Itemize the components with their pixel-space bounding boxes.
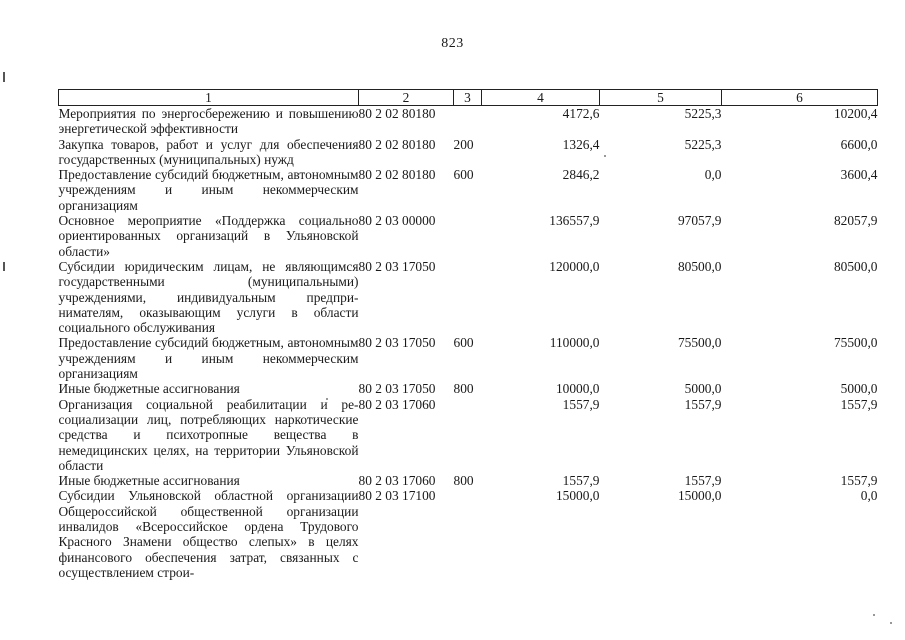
row-amount-col6: 82057,9 — [833, 213, 878, 229]
row-amount-col4: 15000,0 — [555, 488, 600, 504]
row-description: Субсидии юридическим лицам, не являющимся государственными (муниципальными) учреждениями, индивидуальным предпринимателям, оказывающим услуги в области социального обслуживания — [58, 258, 359, 336]
row-amount-col4: 110000,0 — [549, 335, 600, 351]
row-amount-col6: 80500,0 — [833, 258, 878, 274]
row-expense-type — [454, 213, 482, 259]
header-col-4: 4 — [482, 90, 600, 106]
row-expense-type — [454, 259, 482, 335]
row-expense-type: 600 — [453, 167, 474, 183]
row-description: Предоставление субсидий бюджетным, автономным учреждениям и иным некоммерческим организациям — [58, 167, 359, 213]
row-target-code: 80 2 03 17050 — [358, 381, 436, 397]
row-amount-col6: 0,0 — [860, 488, 878, 504]
row-amount-col4: 1557,9 — [562, 396, 600, 412]
row-amount-col6: 75500,0 — [833, 335, 878, 351]
row-amount-col4: 120000,0 — [549, 258, 600, 274]
row-target-code: 80 2 02 80180 — [358, 136, 436, 152]
row-expense-type — [454, 397, 482, 473]
header-col-1: 1 — [59, 90, 359, 106]
row-description: Предоставление субсидий бюджетным, автономным учреждениям и иным некоммерческим организациям — [58, 335, 359, 382]
row-expense-type: 600 — [453, 335, 474, 351]
row-amount-col5: 75500,0 — [677, 335, 722, 351]
row-amount-col5: 5225,3 — [684, 136, 722, 152]
row-target-code: 80 2 03 17060 — [358, 473, 436, 489]
table-row — [59, 488, 878, 580]
row-amount-col5: 97057,9 — [677, 213, 722, 229]
table-row — [59, 335, 878, 381]
row-amount-col5: 5225,3 — [684, 106, 722, 121]
row-amount-col4: 2846,2 — [562, 167, 600, 183]
page-number: 823 — [441, 36, 464, 51]
row-amount-col4: 4172,6 — [562, 106, 600, 121]
table-body — [59, 106, 878, 581]
row-description: Организация социальной реабилитации и ресоциализации лиц, потребляющих наркотические средства и психотропные вещества в немедицинских целях, на территории Ульяновской области — [58, 396, 359, 473]
row-target-code: 80 2 02 80180 — [358, 167, 436, 183]
row-target-code: 80 2 03 00000 — [358, 213, 436, 229]
row-target-code: 80 2 02 80180 — [358, 106, 436, 121]
row-description: Субсидии Ульяновской областной организации Общероссийской общественной организации инвалидов «Всероссийское ордена Трудового Красного Знамени общество слепых» в целях финансового обеспечения затрат, связанных с осуществлением строи- — [58, 488, 359, 580]
header-col-2: 2 — [359, 90, 454, 106]
row-amount-col5: 0,0 — [704, 167, 722, 183]
scan-artifact — [3, 262, 5, 271]
row-amount-col6: 6600,0 — [840, 136, 878, 152]
row-amount-col4: 1557,9 — [562, 473, 600, 489]
row-expense-type — [454, 106, 482, 137]
row-amount-col4: 10000,0 — [555, 381, 600, 397]
row-description: Закупка товаров, работ и услуг для обеспечения государственных (муниципальных) нужд — [58, 136, 359, 167]
table-row — [59, 106, 878, 137]
row-amount-col6: 5000,0 — [840, 381, 878, 397]
row-amount-col5: 80500,0 — [677, 258, 722, 274]
header-col-3: 3 — [454, 90, 482, 106]
row-description: Иные бюджетные ассигнования — [58, 381, 240, 397]
table-row — [59, 213, 878, 259]
row-target-code: 80 2 03 17050 — [358, 335, 436, 351]
table-row — [59, 473, 878, 488]
row-description: Мероприятия по энергосбережению и повышению энергетической эффективности — [58, 106, 359, 137]
row-expense-type: 200 — [453, 136, 474, 152]
row-description: Основное мероприятие «Поддержка социально ориентированных организаций в Ульяновской области» — [58, 213, 359, 259]
scan-artifact — [3, 72, 5, 82]
header-col-6: 6 — [722, 90, 878, 106]
row-amount-col5: 1557,9 — [684, 473, 722, 489]
budget-table — [58, 89, 878, 580]
row-target-code: 80 2 03 17060 — [358, 396, 436, 412]
row-expense-type: 800 — [453, 473, 474, 489]
header-row — [59, 90, 878, 106]
row-amount-col6: 1557,9 — [840, 396, 878, 412]
row-description: Иные бюджетные ассигнования — [58, 473, 240, 489]
row-amount-col6: 10200,4 — [833, 106, 878, 121]
table-row — [59, 137, 878, 168]
row-target-code: 80 2 03 17100 — [358, 488, 436, 504]
row-amount-col6: 3600,4 — [840, 167, 878, 183]
row-expense-type — [454, 488, 482, 580]
table-row — [59, 381, 878, 396]
table-row — [59, 397, 878, 473]
header-col-5: 5 — [600, 90, 722, 106]
scan-dot — [890, 622, 892, 624]
row-amount-col6: 1557,9 — [840, 473, 878, 489]
table-row — [59, 259, 878, 335]
row-amount-col4: 1326,4 — [562, 136, 600, 152]
table-row — [59, 167, 878, 213]
row-amount-col5: 5000,0 — [684, 381, 722, 397]
row-amount-col4: 136557,9 — [549, 213, 600, 229]
scan-dot — [873, 614, 875, 616]
row-expense-type: 800 — [453, 381, 474, 397]
row-target-code: 80 2 03 17050 — [358, 258, 436, 274]
row-amount-col5: 15000,0 — [677, 488, 722, 504]
row-amount-col5: 1557,9 — [684, 396, 722, 412]
